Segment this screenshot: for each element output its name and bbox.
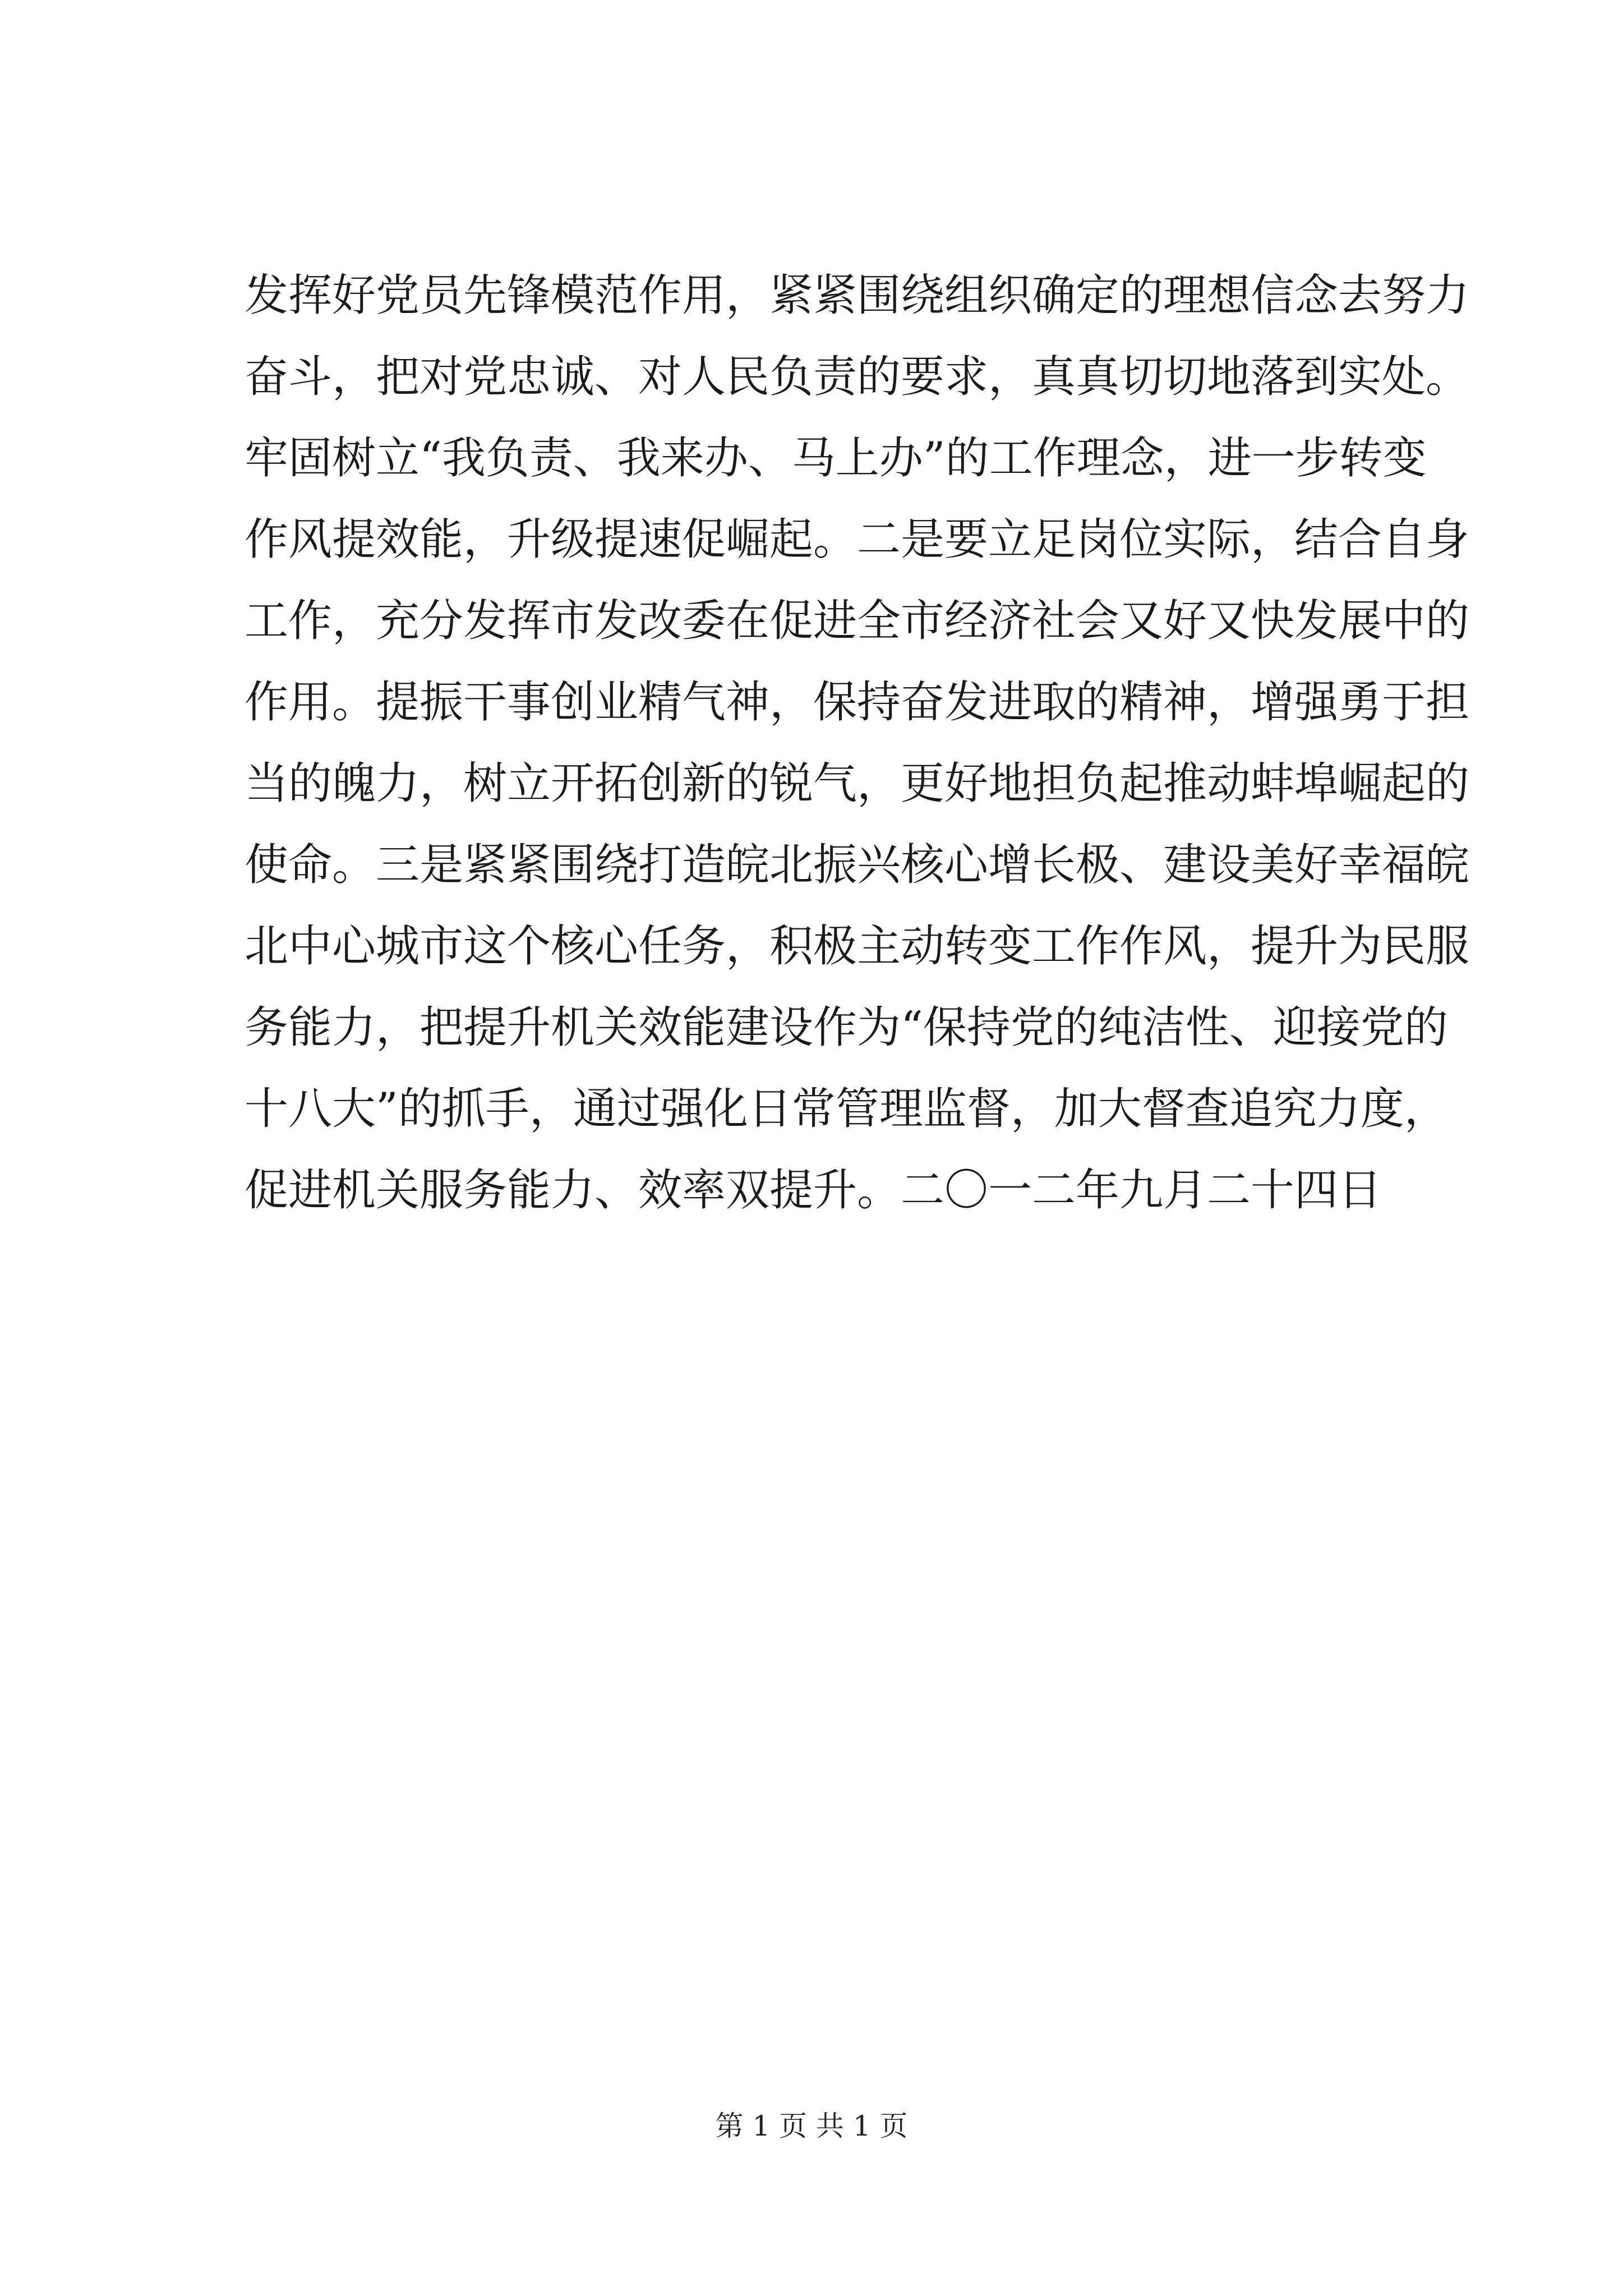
text-line-8: 使命。三是紧紧围绕打造皖北振兴核心增长极、建设美好幸福皖 [245,840,1470,890]
text-line-5: 工作，充分发挥市发改委在促进全市经济社会又好又快发展中的 [245,596,1470,646]
text-line-12: 促进机关服务能力、效率双提升。二〇一二年九月二十四日 [245,1165,1382,1216]
text-line-4: 作风提效能，升级提速促崛起。二是要立足岗位实际，结合自身 [245,514,1470,565]
text-line-1: 发挥好党员先锋模范作用，紧紧围绕组织确定的理想信念去努力 [245,270,1470,321]
text-line-6: 作用。提振干事创业精气神，保持奋发进取的精神，增强勇于担 [245,677,1470,728]
text-line-7: 当的魄力，树立开拓创新的锐气，更好地担负起推动蚌埠崛起的 [245,758,1470,809]
page-number-label: 第 1 页 共 1 页 [715,2110,908,2142]
page-footer [0,2106,1623,2146]
text-line-9: 北中心城市这个核心任务，积极主动转变工作作风，提升为民服 [245,921,1470,972]
text-line-2: 奋斗，把对党忠诚、对人民负责的要求，真真切切地落到实处。 [245,352,1470,402]
text-line-3: 牢固树立“我负责、我来办、马上办”的工作理念，进一步转变 [245,433,1427,484]
body-text [245,255,1470,1231]
text-line-11: 十八大”的抓手，通过强化日常管理监督，加大督查追究力度， [245,1084,1448,1134]
text-line-10: 务能力，把提升机关效能建设作为“保持党的纯洁性、迎接党的 [245,1002,1448,1053]
